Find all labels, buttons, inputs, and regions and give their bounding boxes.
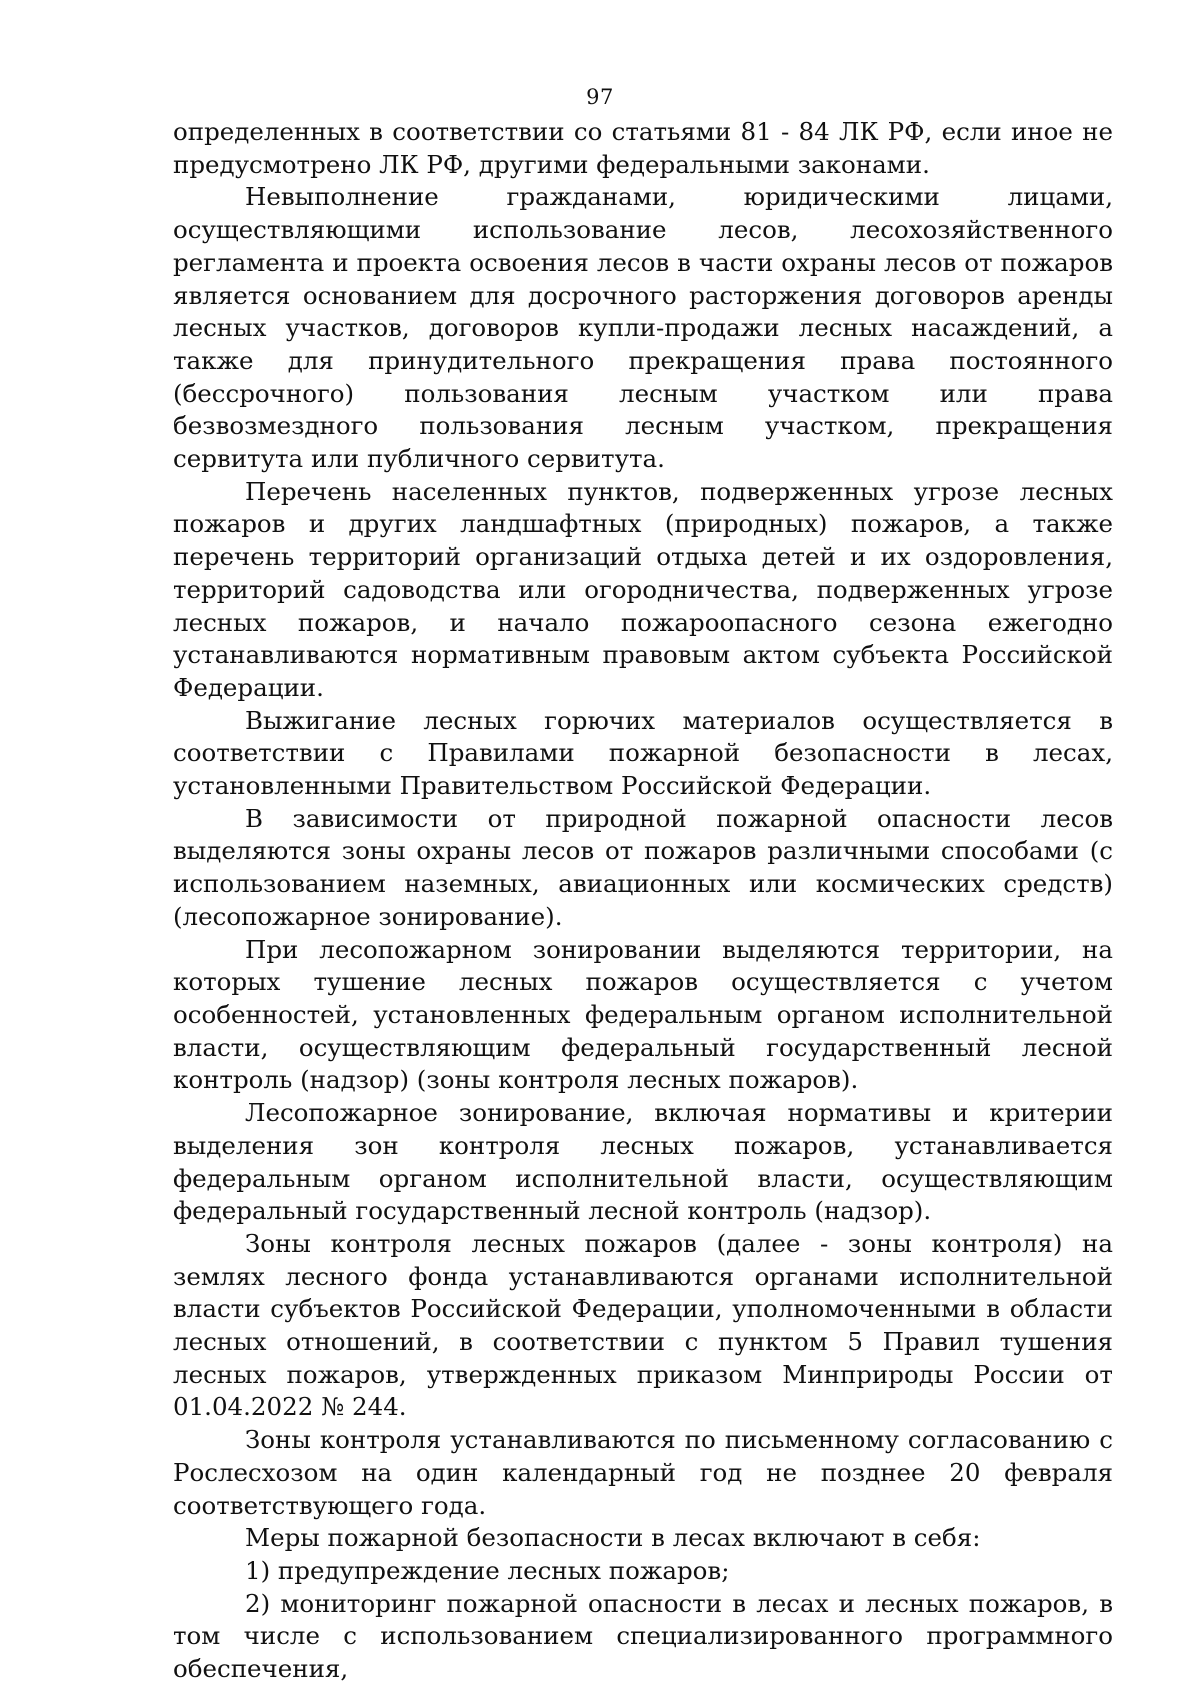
list-item: 1) предупреждение лесных пожаров; xyxy=(245,1555,730,1585)
paragraph: Меры пожарной безопасности в лесах включают в себя: xyxy=(245,1523,981,1553)
paragraph: определенных в соответствии со статьями 81 - 84 ЛК РФ, если иное не предусмотрено ЛК РФ, другими федеральными законами. xyxy=(173,117,1113,179)
paragraph: Зоны контроля устанавливаются по письменному согласованию с Рослесхозом на один календарный год не позднее 20 февраля соответствующего года. xyxy=(173,1425,1113,1520)
paragraph: Перечень населенных пунктов, подверженных угрозе лесных пожаров и других ландшафтных (природных) пожаров, а также перечень территорий организаций отдыха детей и их оздоровления, территорий садоводства или огородничества, подверженных угрозе лесных пожаров, и начало пожароопасного сезона ежегодно устанавливаются нормативным правовым актом субъекта Российской Федерации. xyxy=(173,476,1113,702)
document-body xyxy=(173,116,1113,1686)
list-item: 2) мониторинг пожарной опасности в лесах и лесных пожаров, в том числе с использованием специализированного программного обеспечения, xyxy=(173,1588,1113,1684)
page-number: 97 xyxy=(586,85,614,109)
paragraph: Зоны контроля лесных пожаров (далее - зоны контроля) на землях лесного фонда устанавливаются органами исполнительной власти субъектов Российской Федерации, уполномоченными в области лесных отношений, в соответствии с пунктом 5 Правил тушения лесных пожаров, утвержденных приказом Минприроды России от 01.04.2022 № 244. xyxy=(173,1228,1113,1422)
paragraph: В зависимости от природной пожарной опасности лесов выделяются зоны охраны лесов от пожаров различными способами (с использованием наземных, авиационных или космических средств) (лесопожарное зонирование). xyxy=(173,803,1113,931)
paragraph: Выжигание лесных горючих материалов осуществляется в соответствии с Правилами пожарной безопасности в лесах, установленными Правительством Российской Федерации. xyxy=(173,705,1113,801)
paragraph: Лесопожарное зонирование, включая нормативы и критерии выделения зон контроля лесных пожаров, устанавливается федеральным органом исполнительной власти, осуществляющим федеральный государственный лесной контроль (надзор). xyxy=(173,1098,1113,1226)
paragraph: При лесопожарном зонировании выделяются территории, на которых тушение лесных пожаров осуществляется с учетом особенностей, установленных федеральным органом исполнительной власти, осуществляющим федеральный государственный лесной контроль (надзор) (зоны контроля лесных пожаров). xyxy=(173,934,1113,1095)
paragraph: Невыполнение гражданами, юридическими лицами, осуществляющими использование лесов, лесохозяйственного регламента и проекта освоения лесов в части охраны лесов от пожаров является основанием для досрочного расторжения договоров аренды лесных участков, договоров купли-продажи лесных насаждений, а также для принудительного прекращения права постоянного (бессрочного) пользования лесным участком или права безвозмездного пользования лесным участком, прекращения сервитута или публичного сервитута. xyxy=(173,182,1113,474)
